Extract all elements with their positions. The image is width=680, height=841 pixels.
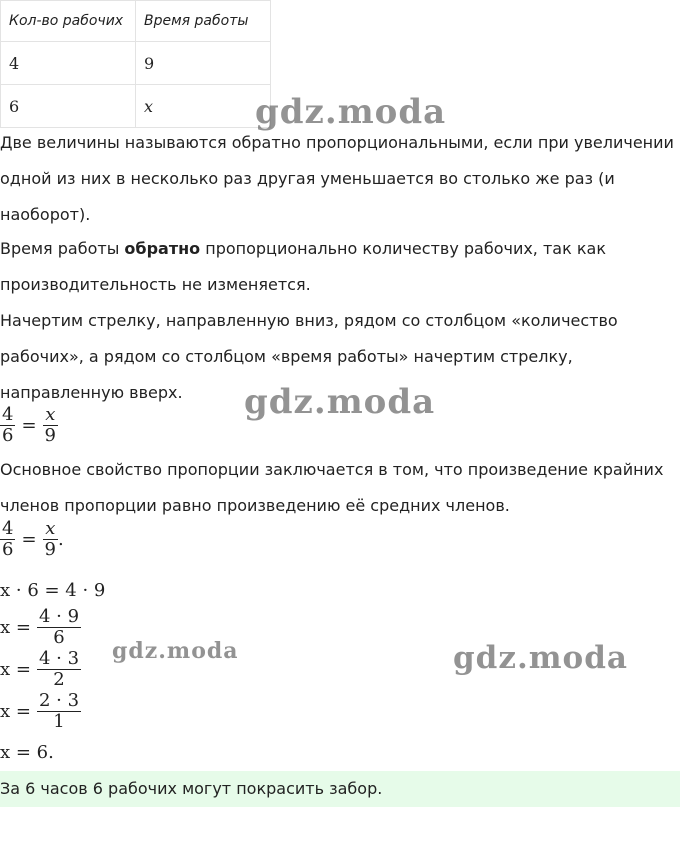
fraction — [37, 650, 81, 689]
fraction — [37, 692, 81, 731]
equals-sign: = — [21, 528, 37, 550]
denominator: 9 — [44, 539, 56, 560]
paragraph-arrows: Начертим стрелку, направленную вниз, рядом со столбцом «количество рабочих», а рядом со столбцом «время работы» начертим стрелку, направленную вверх. — [0, 311, 618, 402]
table-header-time: Время работы — [136, 1, 271, 42]
equation-step-1 — [0, 608, 81, 647]
denominator: 9 — [44, 425, 56, 446]
fraction — [43, 520, 58, 559]
table-header-row — [1, 1, 271, 42]
fraction — [0, 520, 15, 559]
bold-word: обратно — [124, 239, 201, 258]
denominator: 2 — [53, 669, 65, 690]
answer-text: За 6 часов 6 рабочих могут покрасить забор. — [0, 779, 383, 798]
period: . — [58, 528, 64, 550]
equals-sign: = — [21, 414, 37, 436]
paragraph-definition: Две величины называются обратно пропорциональными, если при увеличении одной из них в несколько раз другая уменьшается во столько же раз (и наоборот). — [0, 133, 674, 224]
watermark-logo: gdz.moda — [112, 638, 239, 664]
proportion-1 — [0, 406, 58, 445]
table-header-workers: Кол-во рабочих — [1, 1, 136, 42]
table-cell: 9 — [136, 42, 271, 85]
numerator: x — [43, 406, 58, 426]
numerator: 2 · 3 — [38, 690, 80, 711]
paragraph-text: Время работы — [0, 239, 125, 258]
table-row — [1, 85, 271, 128]
denominator: 6 — [2, 539, 14, 560]
paragraph-inverse — [0, 231, 678, 303]
table-cell: 4 — [1, 42, 136, 85]
equation-lhs: x = — [0, 700, 31, 722]
equation-result: x = 6. — [0, 742, 54, 763]
numerator: 4 · 9 — [38, 606, 80, 627]
fraction — [43, 406, 58, 445]
watermark-logo: gdz.moda — [244, 382, 436, 422]
equation-lhs: x = — [0, 616, 31, 638]
numerator: x — [43, 520, 58, 540]
fraction — [37, 608, 81, 647]
paragraph-property: Основное свойство пропорции заключается в том, что произведение крайних членов пропорции равно произведению её средних членов. — [0, 460, 664, 515]
numerator: 4 · 3 — [38, 648, 80, 669]
paragraph-text: пропорционально количеству рабочих, так как производительность не изменяется. — [0, 239, 606, 294]
watermark-logo: gdz.moda — [453, 640, 628, 676]
numerator: 4 — [2, 518, 14, 539]
watermark-logo: gdz.moda — [255, 92, 447, 132]
numerator: 4 — [2, 404, 14, 425]
fraction — [0, 406, 15, 445]
table-cell: 6 — [1, 85, 136, 128]
denominator: 1 — [53, 711, 65, 732]
equation-step-3 — [0, 692, 81, 731]
equation-product: x · 6 = 4 · 9 — [0, 580, 106, 601]
table-cell: x — [136, 85, 271, 128]
equation-step-2 — [0, 650, 81, 689]
equation-lhs: x = — [0, 658, 31, 680]
proportion-2 — [0, 520, 64, 559]
denominator: 6 — [2, 425, 14, 446]
denominator: 6 — [53, 627, 65, 648]
data-table — [0, 0, 271, 128]
table-row — [1, 42, 271, 85]
